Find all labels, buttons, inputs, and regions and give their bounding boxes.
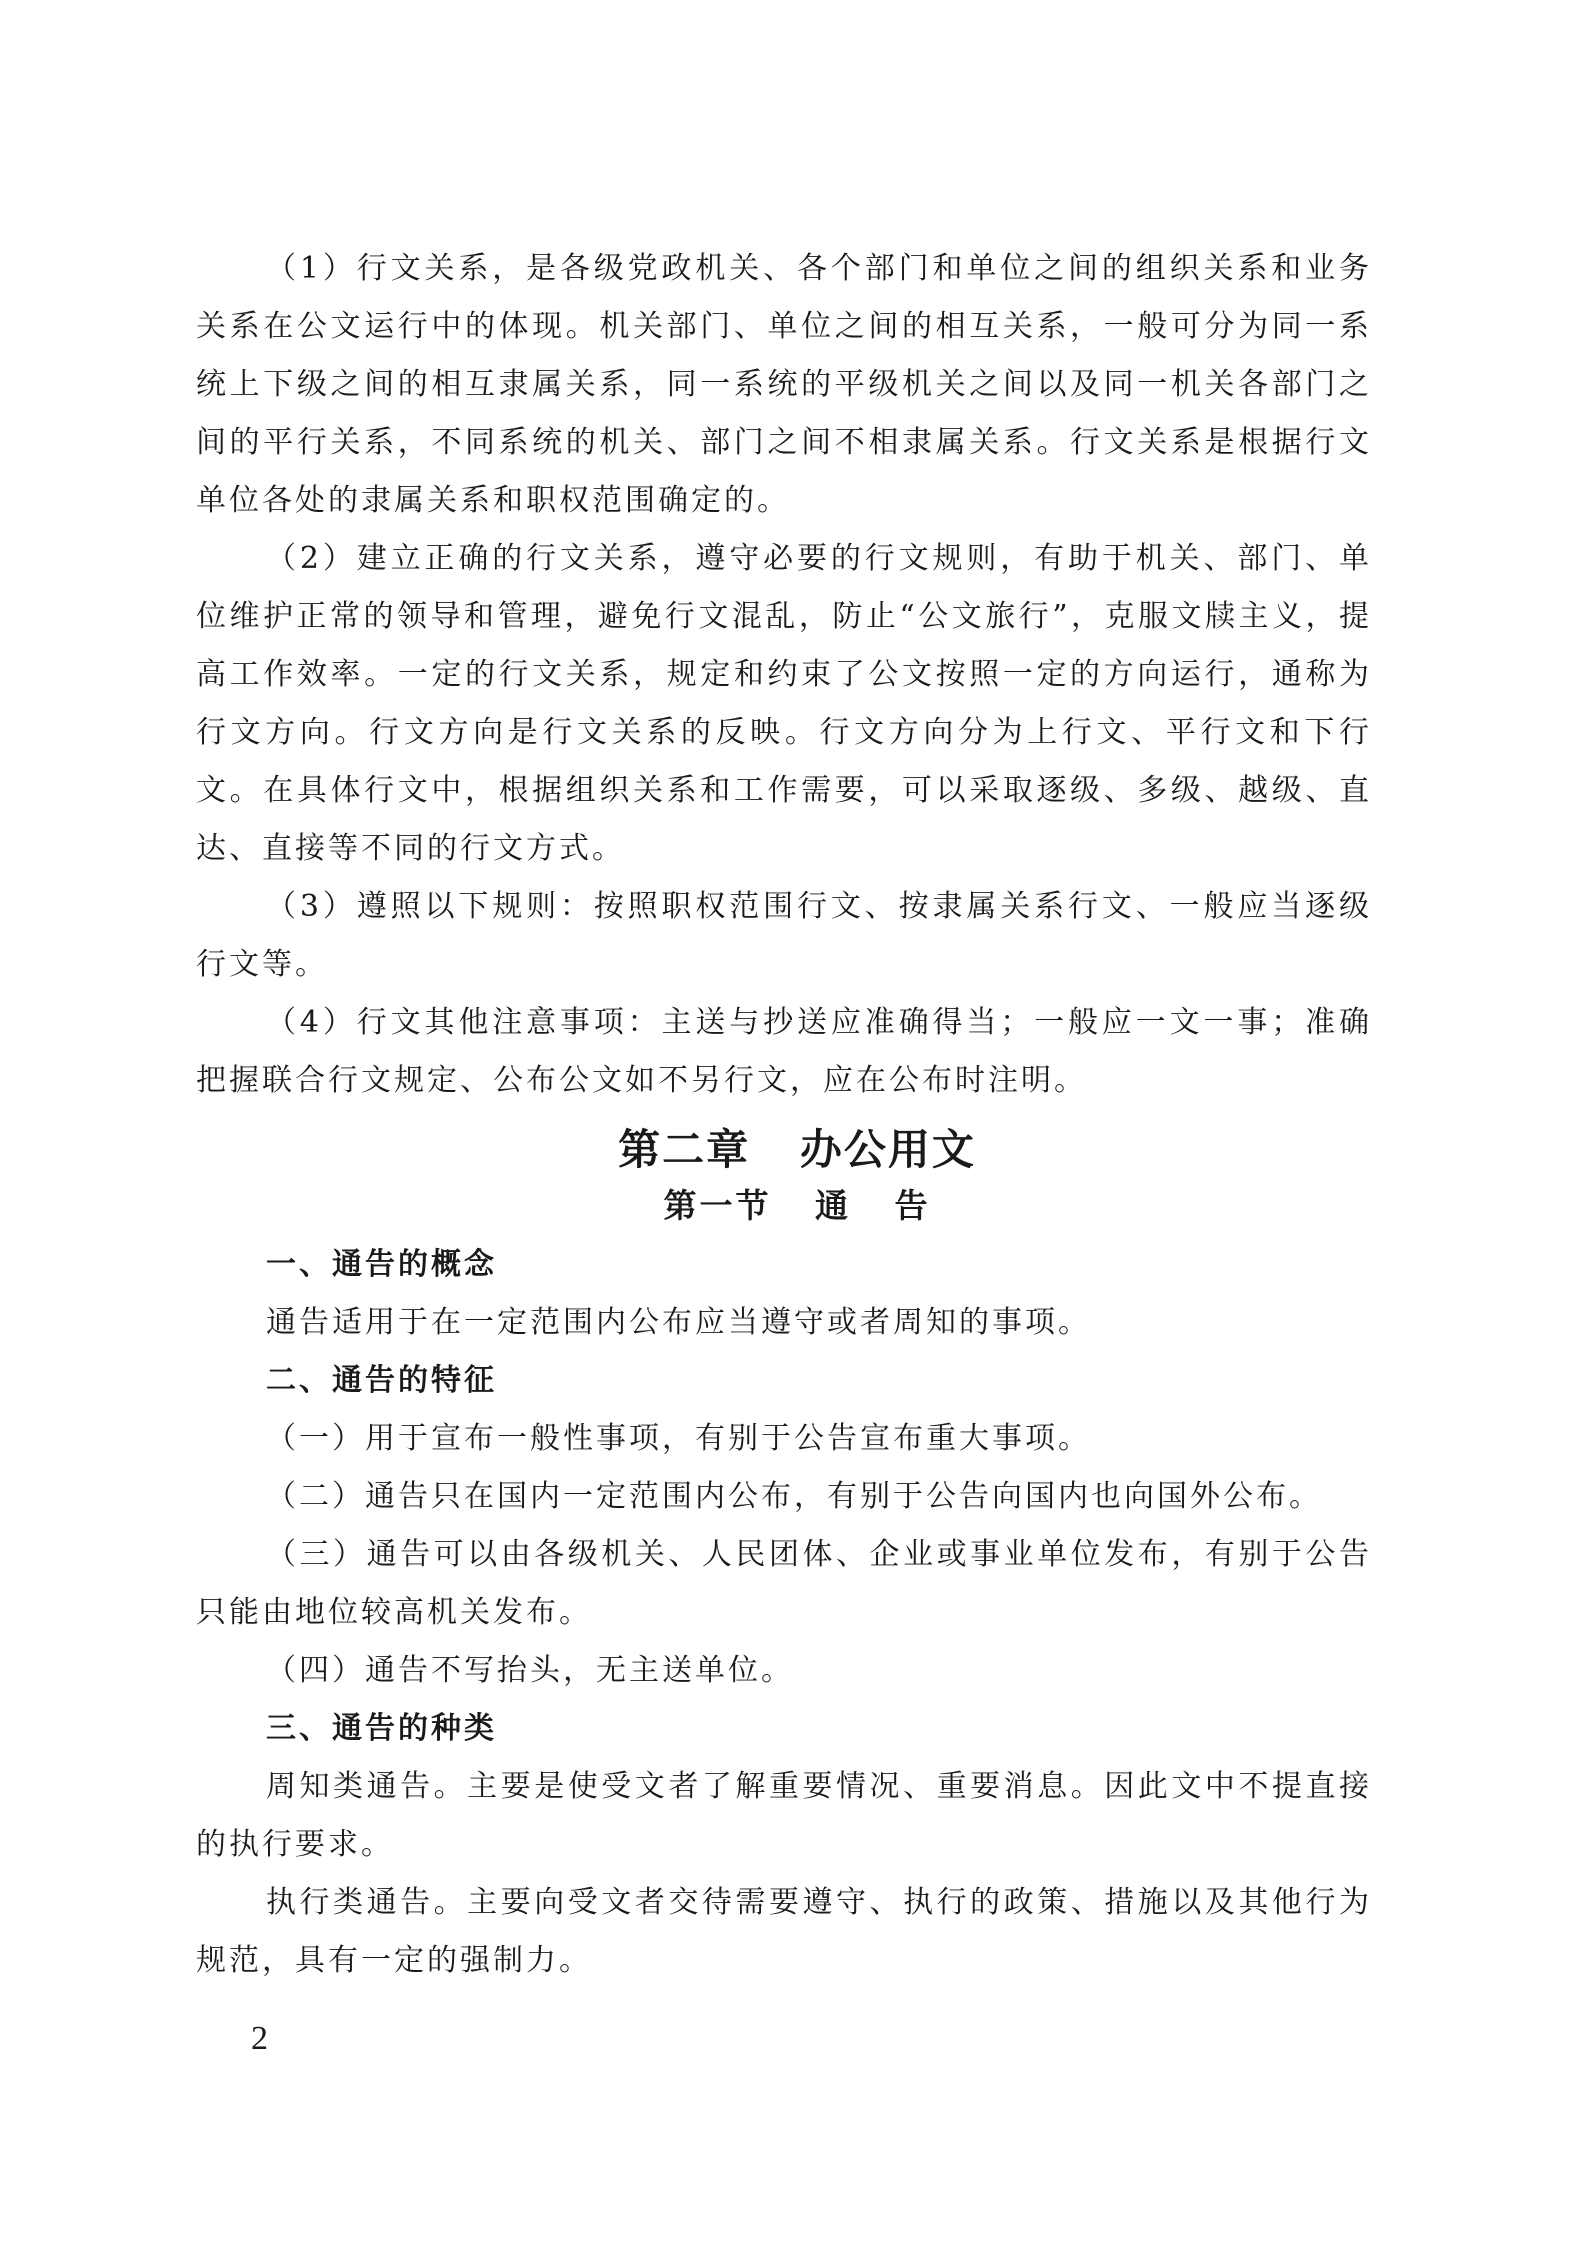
body-text-lower bbox=[196, 1236, 1372, 1990]
heading-features: 二、通告的特征 bbox=[266, 1363, 497, 1398]
feature-3: （三）通告可以由各级机关、人民团体、企业或事业单位发布，有别于公告只能由地位较高机关发布。 bbox=[196, 1537, 1372, 1630]
page-number: 2 bbox=[251, 2020, 268, 2057]
paragraph-2: （2）建立正确的行文关系，遵守必要的行文规则，有助于机关、部门、单位维护正常的领导和管理，避免行文混乱，防止“公文旅行”，克服文牍主义，提高工作效率。一定的行文关系，规定和约束了公文按照一定的方向运行，通称为行文方向。行文方向是行文关系的反映。行文方向分为上行文、平行文和下行文。在具体行文中，根据组织关系和工作需要，可以采取逐级、多级、越级、直达、直接等不同的行文方式。 bbox=[196, 541, 1372, 866]
type-2: 执行类通告。主要向受文者交待需要遵守、执行的政策、措施以及其他行为规范，具有一定的强制力。 bbox=[196, 1885, 1372, 1978]
feature-1: （一）用于宣布一般性事项，有别于公告宣布重大事项。 bbox=[266, 1421, 1091, 1456]
type-1: 周知类通告。主要是使受文者了解重要情况、重要消息。因此文中不提直接的执行要求。 bbox=[196, 1769, 1372, 1862]
paragraph-3: （3）遵照以下规则：按照职权范围行文、按隶属关系行文、一般应当逐级行文等。 bbox=[196, 889, 1372, 982]
heading-concept: 一、通告的概念 bbox=[266, 1247, 497, 1282]
chapter-title: 第二章 办公用文 bbox=[618, 1125, 976, 1174]
paragraph-4: （4）行文其他注意事项：主送与抄送应准确得当；一般应一文一事；准确把握联合行文规定、公布公文如不另行文，应在公布时注明。 bbox=[196, 1005, 1372, 1098]
feature-4: （四）通告不写抬头，无主送单位。 bbox=[266, 1653, 794, 1688]
feature-2: （二）通告只在国内一定范围内公布，有别于公告向国内也向国外公布。 bbox=[266, 1479, 1322, 1514]
heading-types: 三、通告的种类 bbox=[266, 1711, 497, 1746]
paragraph-1: （1）行文关系，是各级党政机关、各个部门和单位之间的组织关系和业务关系在公文运行中的体现。机关部门、单位之间的相互关系，一般可分为同一系统上下级之间的相互隶属关系，同一系统的平级机关之间以及同一机关各部门之间的平行关系，不同系统的机关、部门之间不相隶属关系。行文关系是根据行文单位各处的隶属关系和职权范围确定的。 bbox=[196, 251, 1372, 518]
section-title: 第一节 通 告 bbox=[663, 1186, 931, 1225]
paragraph-concept: 通告适用于在一定范围内公布应当遵守或者周知的事项。 bbox=[266, 1305, 1091, 1340]
body-text-upper bbox=[196, 240, 1372, 1110]
